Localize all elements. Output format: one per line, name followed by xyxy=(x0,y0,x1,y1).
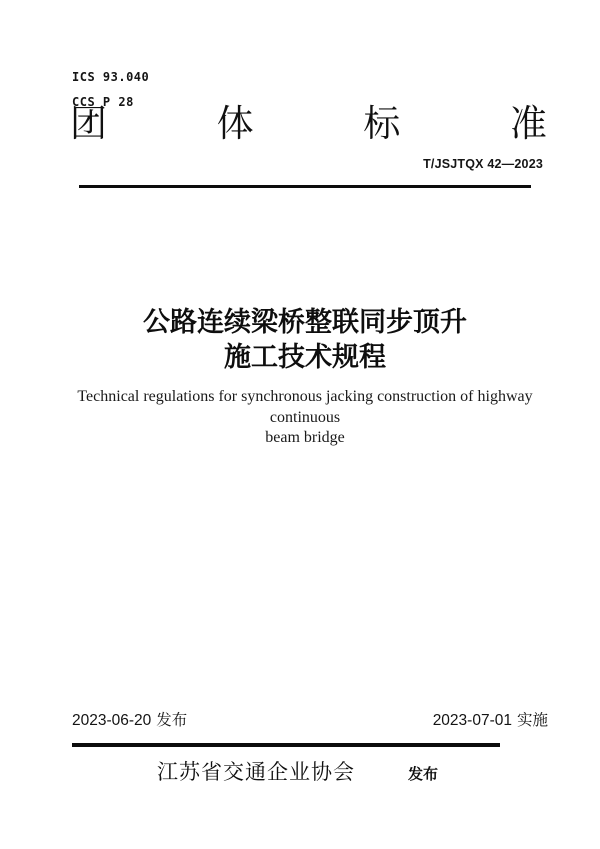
ccs-code: CCS P 28 xyxy=(72,95,134,109)
header-rule xyxy=(79,185,531,188)
document-title-english-line2: beam bridge xyxy=(265,429,345,446)
publisher-release-label: 发布 xyxy=(408,766,439,783)
standard-type-char: 准 xyxy=(509,103,547,144)
footer-rule xyxy=(72,743,500,747)
document-title-line1: 公路连续梁桥整联同步顶升 xyxy=(143,307,467,337)
implement-date-value: 2023-07-01 xyxy=(432,712,512,729)
document-title-english xyxy=(55,387,555,449)
issue-date xyxy=(72,708,187,730)
issue-date-value: 2023-06-20 xyxy=(72,712,152,729)
ics-code: ICS 93.040 xyxy=(72,70,150,84)
document-title xyxy=(65,305,545,375)
standard-type-char: 标 xyxy=(363,103,401,144)
document-title-english-line1: Technical regulations for synchronous jacking construction of highway continuous xyxy=(77,388,533,426)
document-title-line2: 施工技术规程 xyxy=(224,342,386,372)
date-row xyxy=(72,708,548,730)
implement-date xyxy=(433,708,548,730)
standard-type-heading xyxy=(70,104,547,145)
publisher-name: 江苏省交通企业协会 xyxy=(157,761,355,784)
standard-type-char: 团 xyxy=(70,103,107,144)
publisher-row xyxy=(157,756,438,786)
standard-type-char: 体 xyxy=(216,103,254,144)
standard-number: T/JSJTQX 42—2023 xyxy=(423,157,543,171)
issue-date-label: 发布 xyxy=(156,712,188,729)
implement-date-label: 实施 xyxy=(516,712,548,729)
